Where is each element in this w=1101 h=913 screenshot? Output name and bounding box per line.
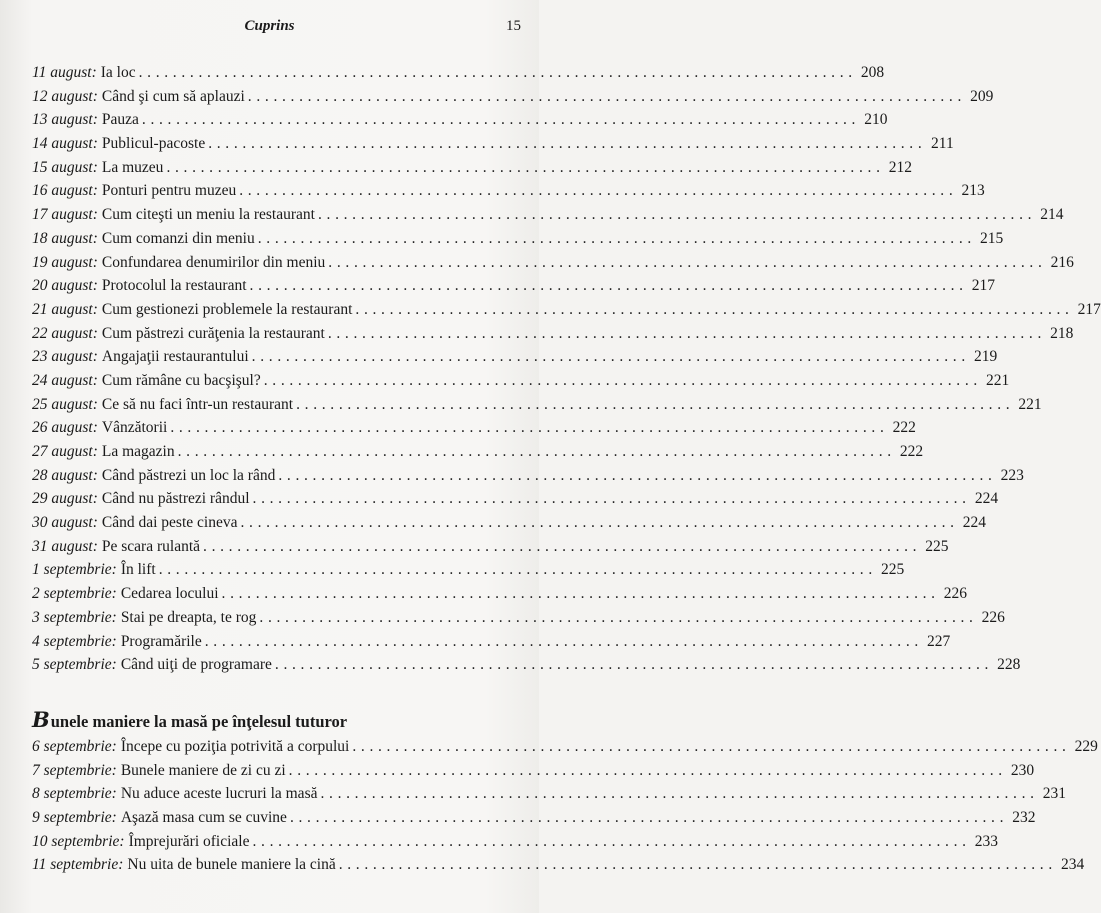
dot-leader bbox=[208, 132, 922, 155]
entry-date-separator: : bbox=[118, 856, 124, 874]
toc-entry bbox=[32, 653, 1021, 677]
entry-date: 6 septembrie bbox=[32, 738, 112, 755]
dot-leader bbox=[205, 630, 919, 653]
entry-date-separator: : bbox=[92, 300, 98, 318]
entry-title: Ia loc bbox=[100, 64, 136, 81]
entry-title: Aşază masa cum se cuvine bbox=[120, 809, 287, 827]
toc-entry bbox=[32, 806, 1036, 830]
dot-leader bbox=[352, 735, 1066, 758]
entry-date: 28 august bbox=[32, 466, 93, 484]
entry-date-separator: : bbox=[111, 761, 117, 779]
dot-leader bbox=[320, 782, 1034, 805]
entry-page-number: 208 bbox=[860, 64, 885, 81]
entry-title: Publicul-pacoste bbox=[101, 135, 206, 153]
dot-leader bbox=[296, 393, 1010, 416]
entry-date-separator: : bbox=[92, 206, 98, 224]
entry-date: 31 august bbox=[32, 537, 93, 555]
entry-page-number: 229 bbox=[1074, 738, 1098, 755]
dot-leader bbox=[166, 156, 880, 179]
entry-title: Programările bbox=[120, 632, 202, 650]
entry-page-number: 222 bbox=[899, 443, 924, 460]
toc-entry bbox=[32, 227, 1004, 251]
entry-date-separator: : bbox=[111, 585, 117, 603]
dot-leader bbox=[252, 830, 966, 853]
dot-leader bbox=[170, 416, 884, 439]
dot-leader bbox=[258, 227, 972, 250]
toc-entry bbox=[32, 735, 1098, 759]
entry-page-number: 211 bbox=[931, 135, 954, 153]
dot-leader bbox=[290, 806, 1004, 829]
entry-title: Cum rămâne cu bacşişul? bbox=[101, 371, 261, 389]
section-heading-text: unele maniere la masă pe înţelesul tuturor bbox=[50, 712, 348, 731]
entry-date: 30 august bbox=[32, 514, 93, 532]
entry-title: Nu uita de bunele maniere la cină bbox=[127, 856, 336, 874]
entry-page-number: 225 bbox=[925, 537, 949, 555]
dot-leader bbox=[142, 108, 856, 131]
entry-date: 15 august bbox=[32, 158, 93, 176]
entry-date: 16 august bbox=[32, 182, 93, 200]
entry-date: 24 august bbox=[32, 371, 93, 389]
entry-date: 25 august bbox=[32, 395, 93, 413]
entry-title: Pauza bbox=[101, 111, 139, 129]
entry-page-number: 234 bbox=[1060, 856, 1085, 874]
entry-page-number: 217 bbox=[1077, 300, 1101, 318]
entry-title: Cum comanzi din meniu bbox=[101, 229, 255, 247]
entry-page-number: 212 bbox=[888, 158, 912, 176]
entry-date-separator: : bbox=[111, 656, 117, 674]
toc-entry bbox=[32, 85, 994, 109]
entry-page-number: 231 bbox=[1042, 785, 1067, 803]
dot-leader bbox=[339, 853, 1053, 876]
entry-date-separator: : bbox=[92, 324, 98, 342]
entry-date-separator: : bbox=[92, 277, 98, 295]
toc-entry bbox=[32, 345, 998, 369]
entry-page-number: 218 bbox=[1050, 324, 1074, 342]
toc-entry bbox=[32, 108, 888, 132]
entry-date: 11 septembrie bbox=[32, 856, 119, 874]
toc-entry bbox=[32, 558, 905, 582]
entry-date-separator: : bbox=[92, 395, 98, 413]
toc-entry bbox=[32, 464, 1024, 488]
dot-leader bbox=[328, 251, 1042, 274]
entry-page-number: 219 bbox=[973, 348, 998, 366]
running-title: Cuprins bbox=[244, 18, 295, 34]
entry-date: 12 august bbox=[32, 87, 93, 105]
entry-page-number: 226 bbox=[943, 585, 968, 603]
entry-date: 17 august bbox=[32, 206, 93, 224]
section-heading bbox=[32, 707, 509, 732]
dot-leader bbox=[318, 203, 1032, 226]
dot-leader bbox=[355, 298, 1069, 321]
entry-date-separator: : bbox=[119, 832, 125, 850]
entry-page-number: 223 bbox=[1000, 466, 1024, 484]
entry-date: 10 septembrie bbox=[32, 832, 120, 850]
toc-entry bbox=[32, 369, 1010, 393]
toc-list-top bbox=[32, 61, 1101, 677]
entry-date: 27 august bbox=[32, 443, 93, 460]
page-number: 15 bbox=[506, 18, 521, 34]
entry-date-separator: : bbox=[111, 608, 117, 626]
entry-date: 2 septembrie bbox=[32, 585, 112, 603]
entry-title: Ponturi pentru muzeu bbox=[101, 182, 237, 200]
entry-page-number: 225 bbox=[880, 561, 905, 579]
toc-entry bbox=[32, 251, 1074, 275]
entry-date: 7 septembrie bbox=[32, 761, 112, 779]
toc-entry bbox=[32, 203, 1064, 227]
entry-page-number: 227 bbox=[927, 632, 951, 650]
entry-date-separator: : bbox=[111, 785, 117, 803]
entry-page-number: 216 bbox=[1050, 253, 1074, 271]
entry-date-separator: : bbox=[92, 158, 98, 176]
entry-page-number: 228 bbox=[997, 656, 1021, 674]
entry-page-number: 221 bbox=[986, 371, 1010, 389]
entry-date-separator: : bbox=[92, 182, 98, 200]
entry-title: Când dai peste cineva bbox=[101, 514, 238, 532]
entry-date-separator: : bbox=[111, 809, 117, 827]
entry-date: 5 septembrie bbox=[32, 656, 112, 674]
entry-page-number: 210 bbox=[864, 111, 888, 129]
entry-date-separator: : bbox=[111, 561, 117, 579]
entry-page-number: 230 bbox=[1010, 761, 1035, 779]
toc-entry bbox=[32, 759, 1035, 783]
dot-leader bbox=[248, 85, 962, 108]
toc-entry bbox=[32, 511, 986, 535]
dot-leader bbox=[139, 61, 853, 84]
entry-page-number: 213 bbox=[961, 182, 985, 200]
entry-title: Pe scara rulantă bbox=[101, 537, 201, 555]
entry-title: Când păstrezi un loc la rând bbox=[101, 466, 276, 484]
toc-entry bbox=[32, 322, 1074, 346]
entry-date-separator: : bbox=[92, 87, 98, 105]
toc-entry bbox=[32, 274, 996, 298]
entry-date-separator: : bbox=[91, 64, 97, 81]
entry-date-separator: : bbox=[92, 348, 98, 366]
entry-title: Începe cu poziţia potrivită a corpului bbox=[120, 738, 350, 755]
entry-title: În lift bbox=[120, 561, 156, 579]
toc-entry bbox=[32, 606, 1005, 630]
entry-date-separator: : bbox=[92, 514, 98, 532]
entry-page-number: 233 bbox=[974, 832, 999, 850]
toc-entry bbox=[32, 393, 1042, 417]
entry-page-number: 215 bbox=[980, 229, 1004, 247]
toc-entry bbox=[32, 298, 1101, 322]
toc-entry bbox=[32, 61, 885, 85]
dot-leader bbox=[252, 345, 966, 368]
entry-date: 9 septembrie bbox=[32, 809, 112, 827]
toc-entry bbox=[32, 156, 912, 180]
dot-leader bbox=[239, 179, 953, 202]
entry-date-separator: : bbox=[92, 490, 98, 508]
entry-date: 4 septembrie bbox=[32, 632, 112, 650]
dot-leader bbox=[159, 558, 873, 581]
toc-entry bbox=[32, 179, 985, 203]
toc-entry bbox=[32, 416, 916, 440]
dot-leader bbox=[264, 369, 978, 392]
dot-leader bbox=[203, 535, 917, 558]
toc-entry bbox=[32, 132, 954, 156]
entry-date: 14 august bbox=[32, 135, 93, 153]
entry-title: Bunele maniere de zi cu zi bbox=[120, 761, 286, 779]
dot-leader bbox=[178, 440, 892, 463]
entry-title: Ce să nu faci într-un restaurant bbox=[101, 395, 294, 413]
dot-leader bbox=[328, 322, 1042, 345]
entry-title: Angajaţii restaurantului bbox=[101, 348, 249, 366]
entry-date: 26 august bbox=[32, 419, 93, 437]
entry-date-separator: : bbox=[92, 371, 98, 389]
entry-title: Când nu păstrezi rândul bbox=[101, 490, 250, 508]
entry-page-number: 217 bbox=[971, 277, 996, 295]
dot-leader bbox=[240, 511, 954, 534]
entry-title: Vânzătorii bbox=[101, 419, 168, 437]
entry-page-number: 224 bbox=[974, 490, 999, 508]
toc-entry bbox=[32, 782, 1067, 806]
toc-entry bbox=[32, 440, 924, 464]
entry-date-separator: : bbox=[111, 738, 117, 755]
entry-date-separator: : bbox=[92, 229, 98, 247]
toc-list-bottom bbox=[32, 735, 1098, 877]
entry-date: 20 august bbox=[32, 277, 93, 295]
entry-page-number: 224 bbox=[962, 514, 986, 532]
entry-date: 22 august bbox=[32, 324, 93, 342]
entry-title: Cedarea locului bbox=[120, 585, 219, 603]
entry-title: Protocolul la restaurant bbox=[101, 277, 247, 295]
toc-entry bbox=[32, 582, 968, 606]
section-initial-letter: B bbox=[32, 707, 50, 732]
entry-date-separator: : bbox=[92, 111, 98, 129]
entry-date: 23 august bbox=[32, 348, 93, 366]
entry-date-separator: : bbox=[92, 135, 98, 153]
entry-date: 11 august bbox=[32, 64, 92, 81]
dot-leader bbox=[275, 653, 989, 676]
entry-date-separator: : bbox=[92, 466, 98, 484]
toc-entry bbox=[32, 830, 999, 854]
toc-entry bbox=[32, 487, 999, 511]
toc-entry bbox=[32, 853, 1085, 877]
entry-date: 21 august bbox=[32, 300, 93, 318]
entry-page-number: 232 bbox=[1012, 809, 1036, 827]
entry-page-number: 226 bbox=[981, 608, 1005, 626]
entry-page-number: 214 bbox=[1040, 206, 1064, 224]
entry-page-number: 209 bbox=[970, 87, 994, 105]
entry-title: Cum gestionezi problemele la restaurant bbox=[101, 300, 353, 318]
entry-title: Confundarea denumirilor din meniu bbox=[101, 253, 326, 271]
entry-date: 1 septembrie bbox=[32, 561, 112, 579]
page-header bbox=[0, 16, 539, 38]
dot-leader bbox=[222, 582, 936, 605]
entry-title: Stai pe dreapta, te rog bbox=[120, 608, 257, 626]
entry-title: Împrejurări oficiale bbox=[128, 832, 250, 850]
dot-leader bbox=[259, 606, 973, 629]
entry-title: Când şi cum să aplauzi bbox=[101, 87, 245, 105]
entry-page-number: 222 bbox=[892, 419, 916, 437]
dot-leader bbox=[289, 759, 1003, 782]
entry-date-separator: : bbox=[92, 537, 98, 555]
entry-date-separator: : bbox=[92, 419, 98, 437]
entry-date-separator: : bbox=[92, 443, 98, 460]
entry-title: La muzeu bbox=[101, 158, 164, 176]
dot-leader bbox=[253, 487, 967, 510]
dot-leader bbox=[250, 274, 964, 297]
entry-date: 13 august bbox=[32, 111, 93, 129]
entry-page-number: 221 bbox=[1018, 395, 1042, 413]
entry-date-separator: : bbox=[111, 632, 117, 650]
toc-entry bbox=[32, 630, 951, 654]
entry-date: 3 septembrie bbox=[32, 608, 112, 626]
entry-date: 29 august bbox=[32, 490, 93, 508]
entry-title: Nu aduce aceste lucruri la masă bbox=[120, 785, 318, 803]
dot-leader bbox=[278, 464, 992, 487]
entry-date: 19 august bbox=[32, 253, 93, 271]
entry-date: 8 septembrie bbox=[32, 785, 112, 803]
toc-entry bbox=[32, 535, 949, 559]
entry-title: Cum citeşti un meniu la restaurant bbox=[101, 206, 315, 224]
entry-date-separator: : bbox=[92, 253, 98, 271]
entry-title: La magazin bbox=[101, 443, 175, 460]
entry-date: 18 august bbox=[32, 229, 93, 247]
entry-title: Când uiţi de programare bbox=[120, 656, 272, 674]
entry-title: Cum păstrezi curăţenia la restaurant bbox=[101, 324, 325, 342]
